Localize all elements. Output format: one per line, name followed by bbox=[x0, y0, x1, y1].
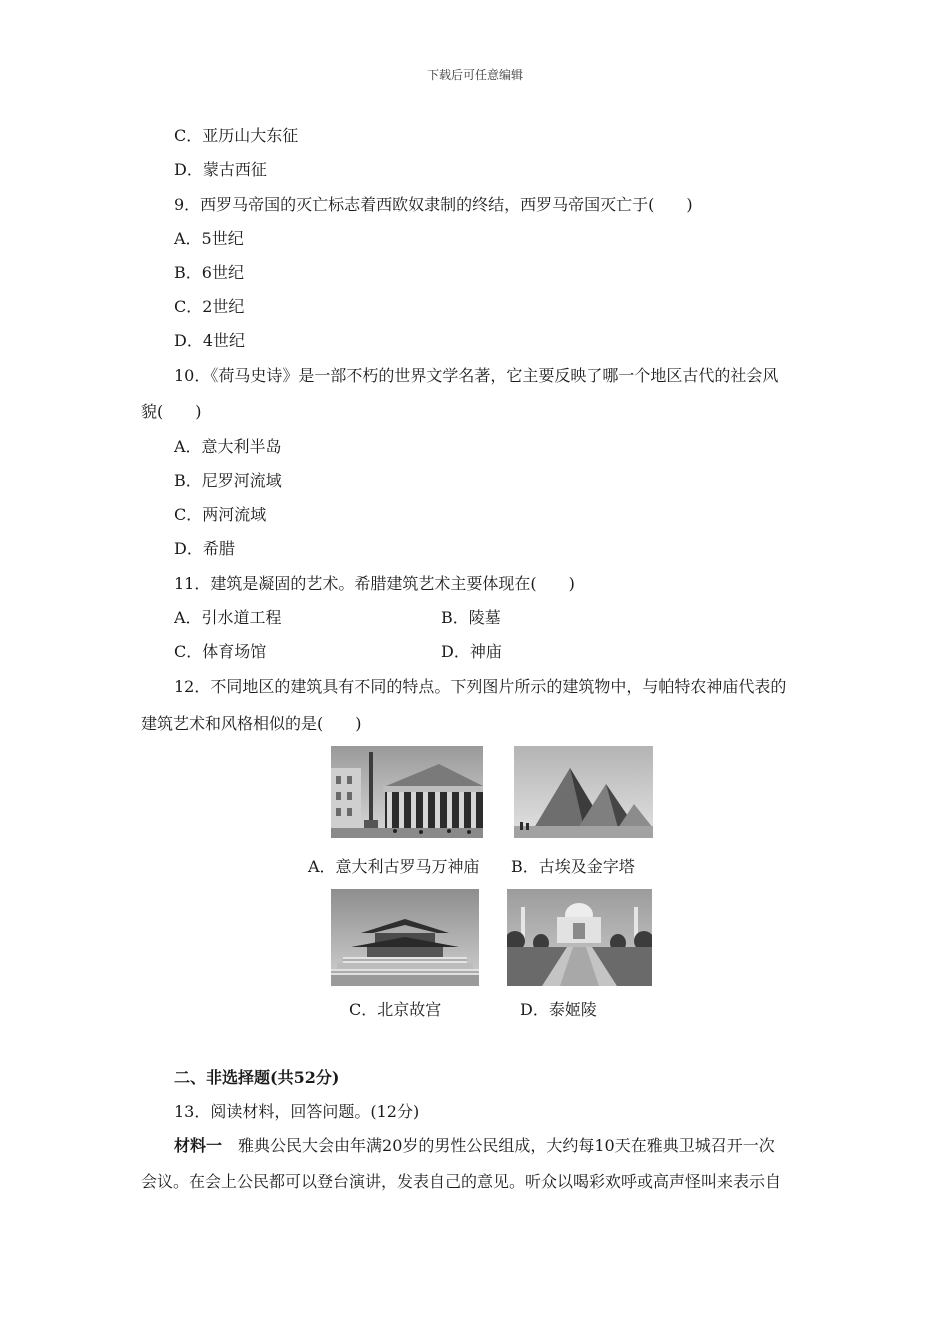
material-1-line2: 会议。在会上公民都可以登台演讲，发表自己的意见。听众以喝彩欢呼或高声怪叫来表示自 bbox=[141, 1172, 782, 1191]
option-10a: A．意大利半岛 bbox=[174, 437, 282, 456]
material-1-line1 bbox=[174, 1136, 775, 1156]
question-13: 13．阅读材料，回答问题。(12分) bbox=[174, 1102, 420, 1121]
option-9c: C．2世纪 bbox=[174, 297, 245, 316]
question-12-line2: 建筑艺术和风格相似的是( ) bbox=[141, 714, 362, 733]
material-1-text: 雅典公民大会由年满20岁的男性公民组成，大约每10天在雅典卫城召开一次 bbox=[222, 1136, 775, 1155]
option-9a: A．5世纪 bbox=[174, 229, 244, 248]
pyramids-image bbox=[514, 746, 653, 838]
image-b-caption: B．古埃及金字塔 bbox=[511, 857, 635, 876]
option-10c: C．两河流域 bbox=[174, 505, 267, 524]
forbidden-city-image bbox=[331, 889, 479, 986]
material-1-label: 材料一 bbox=[174, 1136, 223, 1155]
option-8d: D．蒙古西征 bbox=[174, 160, 267, 179]
page-header: 下载后可任意编辑 bbox=[426, 68, 523, 82]
option-10d: D．希腊 bbox=[174, 539, 235, 558]
image-d-caption: D．泰姬陵 bbox=[520, 1000, 597, 1019]
image-c-caption: C．北京故宫 bbox=[349, 1000, 442, 1019]
question-12-line1: 12．不同地区的建筑具有不同的特点。下列图片所示的建筑物中，与帕特农神庙代表的 bbox=[174, 677, 787, 696]
section-2-heading: 二、非选择题(共52分) bbox=[174, 1068, 340, 1087]
option-11a: A．引水道工程 bbox=[174, 608, 282, 627]
option-9d: D．4世纪 bbox=[174, 331, 246, 350]
option-11d: D．神庙 bbox=[441, 642, 502, 661]
option-11b: B．陵墓 bbox=[441, 608, 501, 627]
question-11: 11．建筑是凝固的艺术。希腊建筑艺术主要体现在( ) bbox=[174, 574, 575, 593]
question-9: 9．西罗马帝国的灭亡标志着西欧奴隶制的终结，西罗马帝国灭亡于( ) bbox=[174, 195, 693, 214]
taj-mahal-image bbox=[507, 889, 652, 986]
option-9b: B．6世纪 bbox=[174, 263, 244, 282]
option-10b: B．尼罗河流域 bbox=[174, 471, 282, 490]
image-a-caption: A．意大利古罗马万神庙 bbox=[308, 857, 480, 876]
option-8c: C．亚历山大东征 bbox=[174, 126, 299, 145]
pantheon-image bbox=[331, 746, 483, 838]
question-10-line1: 10．《荷马史诗》是一部不朽的世界文学名著，它主要反映了哪一个地区古代的社会风 bbox=[174, 366, 779, 385]
question-10-line2: 貌( ) bbox=[141, 402, 202, 421]
option-11c: C．体育场馆 bbox=[174, 642, 267, 661]
